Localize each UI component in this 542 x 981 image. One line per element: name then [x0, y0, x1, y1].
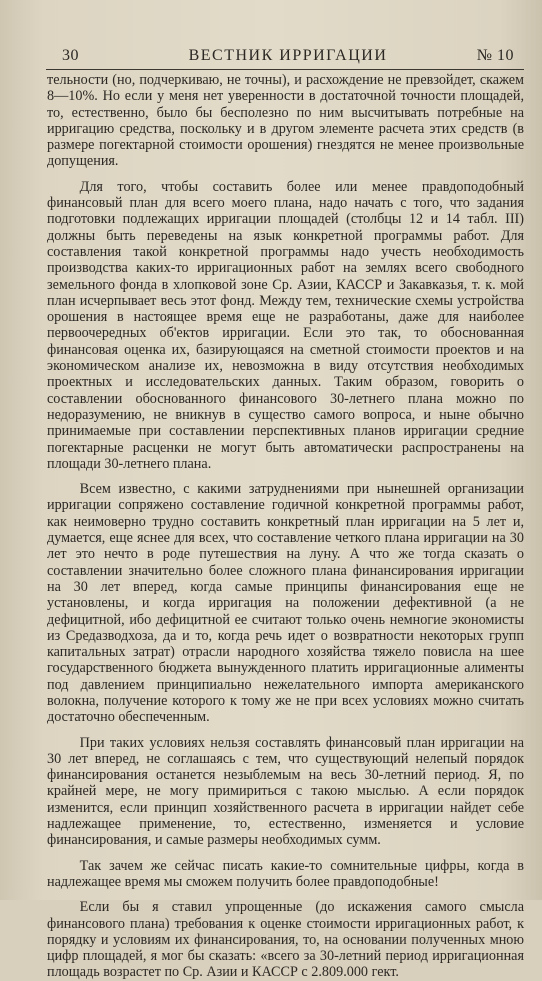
paragraph: При таких условиях нельзя составлять финансовый план ирригации на 30 лет вперед, не соглашаясь с тем, что существующий нелепый порядок финансирования останется незыблемым на весь 30-летний период. Я, по крайней мере, не могу примириться с такою мыслью. А если порядок изменится, если принцип хозяйственного расчета в ирригации найдет себе надлежащее применение, то, естественно, изменяется и условие финансирования, и самые размеры необходимых сумм. — [47, 734, 524, 849]
paragraph: Для того, чтобы составить более или менее правдоподобный финансовый план для всего моего плана, надо начать с того, что задания подготовки подлежащих ирригации площадей (столбцы 12 и 14 табл. III) должны быть переведены на язык конкретной программы работ. Для составления такой конкретной программы надо учесть необходимость производства каких-то ирригационных работ на землях всего свободного земельного фонда в хлопковой зоне Ср. Азии, КАССР и Закавказья, т. к. мой план исчерпывает весь этот фонд. Между тем, технические схемы устройства орошения в настоящее время еще не разработаны, даже для наиболее первоочередных об'ектов ирригации. Если это так, то обоснованная финансовая оценка их, базирующаяся на сметной стоимости проектов и на экономическом анализе их, невозможна в виду отсутствия необходимых проектных и исследовательских данных. Таким образом, говорить о составлении обоснованного финансового 30-летнего плана можно по недоразумению, не вникнув в существо самого вопроса, и ныне обычно принимаемые при составлении перспективных планов ирригации средние погектарные расценки не могут быть автоматически распространены на площади 30-летнего плана. — [47, 178, 524, 472]
paragraph: тельности (но, подчеркиваю, не точны), и расхождение не превзойдет, скажем 8—10%. Но если у меня нет уверенности в достаточной точности площадей, то, естественно, было бы бесполезно по ним высчитывать потребные на ирригацию средства, поскольку и в другом элементе расчета этих средств (в размере погектарной стоимости орошения) гнездятся не менее произвольные допущения. — [47, 72, 524, 170]
paragraph: Всем известно, с какими затруднениями при нынешней организации ирригации сопряжено составление годичной конкретной программы работ, как неимоверно трудно составить конкретный план ирригации на 5 лет и, думается, еще яснее для всех, что составление четкого плана ирригации на 30 лет это нечто в роде путешествия на луну. А что же тогда сказать о составлении значительно более сложного плана финансирования ирригации на 30 лет вперед, когда самые принципы финансирования еще не установлены, и когда ирригация на положении дефективной (а не дефицитной, ибо дефицитной ее считают только очень немногие экономисты из Средазводхоза, да и то, когда речь идет о возвратности некоторых групп капитальных затрат) отрасли народного хозяйства тяжело повисла на шее государственного бюджета вынужденного платить ирригационные алименты под давлением принципиально нежелательного импорта американского волокна, получение которого к тому же не при всех условиях можно считать достаточно обеспеченным. — [47, 481, 524, 726]
page-number: 30 — [62, 47, 79, 64]
running-head — [62, 47, 514, 69]
header-rule — [46, 69, 524, 70]
article-body — [47, 72, 524, 981]
issue-number: № 10 — [476, 47, 514, 64]
journal-title: ВЕСТНИК ИРРИГАЦИИ — [188, 47, 388, 64]
paragraph: Так зачем же сейчас писать какие-то сомнительные цифры, когда в надлежащее время мы сможем получить более правдоподобные! — [47, 857, 524, 890]
paragraph: Если бы я ставил упрощенные (до искажения самого смысла финансового плана) требования к оценке стоимости ирригационных работ, к порядку и условиям их финансирования, то, на основании полученных мною цифр площадей, я мог бы сказать: «всего за 30-летний период ирригационная площадь возрастет по Ср. Азии и КАССР с 2.809.000 гект. — [47, 899, 524, 981]
